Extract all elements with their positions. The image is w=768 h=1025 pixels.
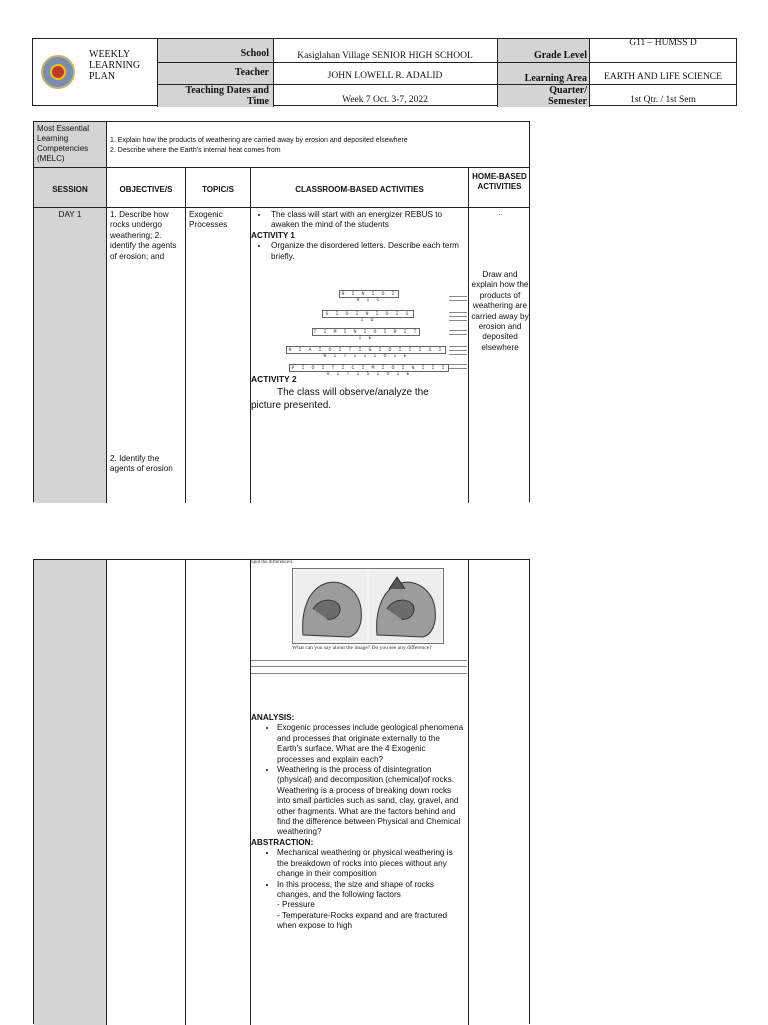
lesson-plan-table-continued [33, 559, 530, 1024]
school-value: Kasiglahan Village SENIOR HIGH SCHOOL [297, 51, 473, 61]
home-header: HOME-BASED ACTIVITIES [472, 172, 527, 191]
quarter-value: 1st Qtr. / 1st Sem [630, 95, 696, 105]
teaching-dates-value: Week 7 Oct. 3-7, 2022 [342, 95, 428, 105]
teaching-dates-label: Teaching Dates and Time [185, 85, 269, 107]
analysis-item-1: • Exogenic processes include geological phenomena and processes that originate externally to the Earth's surface. What are the 4 Exogenic processes and explain each? [277, 723, 465, 765]
classroom-activities [251, 210, 465, 262]
day1-topic: Exogenic Processes [189, 210, 228, 230]
plan-title-line3: PLAN [89, 71, 116, 82]
plan-title [89, 49, 140, 82]
school-label: School [240, 48, 269, 59]
factor-pressure: - Pressure [277, 900, 465, 910]
header-table [32, 38, 737, 106]
abstraction-item-1: • Mechanical weathering or physical weathering is the breakdown of rocks into pieces without any change in their composition [277, 848, 465, 879]
abstraction-item-2: • In this process, the size and shape of rocks changes, and the following factors [277, 880, 465, 901]
energizer-bullet: • The class will start with an energizer REBUS to awaken the mind of the students [269, 210, 465, 231]
scrambled-word-box: R I N I O I R I C [339, 290, 399, 298]
day1-session: DAY 1 [58, 210, 82, 219]
quarter-label: Quarter/ Semester [548, 85, 587, 107]
spot-the-difference-image [292, 568, 444, 644]
factor-temperature: - Temperature-Rocks expand and are fractured when expose to high [277, 911, 465, 932]
scrambled-word-box: P I O I T I C I M I O I N I I I O I T I S I O I E [289, 364, 449, 372]
learning-area-label: Learning Area [524, 73, 587, 84]
scrambled-word-box: T I M I N I O I R I T I E [313, 329, 419, 341]
deped-seal-logo [41, 55, 75, 89]
melc-label: Most Essential Learning Competencies (MELC) [37, 124, 90, 163]
analysis-item-2: • Weathering is the process of disintegration (physical) and decomposition (chemical)of rocks. Weathering is a process of breaking down rocks into small particles such as sand, clay, gravel, and other fragments. What are the factors behind and find the difference between Physical and Chemical weathering? [277, 765, 465, 838]
melc-item-1: 1. Explain how the products of weathering are carried away by erosion and deposited elsewhere [110, 137, 408, 144]
image-question: What can you say about the image? Do you see any difference? [292, 645, 432, 651]
grade-level-value: G11 – HUMSS D [629, 38, 697, 48]
rock-illustration [293, 569, 443, 643]
activity2-text: The class will observe/analyze the picture presented. [251, 387, 429, 411]
melc-item-2: 2. Describe where the Earth's internal heat comes from [110, 147, 281, 154]
analysis-title: ANALYSIS: [251, 713, 295, 722]
plan-title-line2: LEARNING [89, 60, 141, 71]
objectives-header: OBJECTIVE/S [119, 185, 173, 194]
spot-caption: Spot the difference/s. [251, 560, 294, 565]
activity1-title: ACTIVITY 1 [251, 230, 295, 240]
activity2-title: ACTIVITY 2 [251, 374, 297, 384]
lesson-plan-table [33, 121, 530, 502]
scrambled-word-box: N I A I O I T I G I D I I I S I N I T I I I O I E [286, 346, 446, 354]
home-dot: · [498, 210, 501, 219]
plan-title-line1: WEEKLY [89, 49, 131, 60]
abstraction-title: ABSTRACTION: [251, 837, 314, 847]
session-column-cell [34, 560, 106, 1025]
learning-area-value: EARTH AND LIFE SCIENCE [604, 72, 722, 82]
session-header: SESSION [52, 185, 88, 194]
topics-header: TOPIC/S [202, 185, 234, 194]
day1-objective-2: 2. Identify the agents of erosion [110, 454, 173, 474]
teacher-value: JOHN LOWELL R. ADALID [327, 71, 443, 81]
grade-level-label: Grade Level [533, 50, 587, 61]
scrambled-letters-figure [284, 288, 468, 377]
activity1-bullet: • Organize the disordered letters. Describe each term briefly. [269, 241, 465, 262]
analysis-section [251, 713, 465, 932]
classroom-header: CLASSROOM-BASED ACTIVITIES [295, 185, 424, 194]
day1-objective-1: 1. Describe how rocks undergo weathering; 2. identify the agents of erosion; and [110, 210, 177, 261]
home-activity: Draw and explain how the products of weathering are carried away by erosion and deposited elsewhere [471, 270, 529, 352]
teacher-label: Teacher [234, 67, 269, 78]
scrambled-word-box: S I O I N I O I S I U [322, 310, 414, 318]
